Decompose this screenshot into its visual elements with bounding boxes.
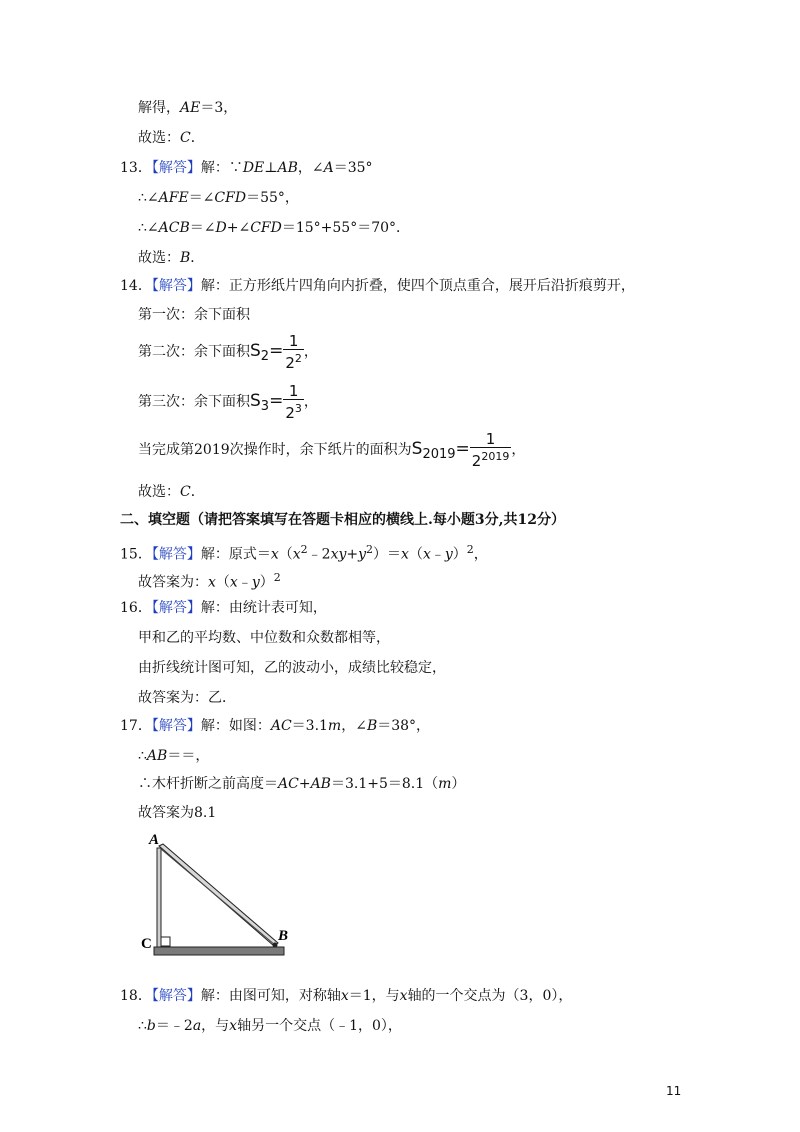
base: 2	[285, 403, 295, 422]
text: ，	[303, 344, 318, 360]
text: ﹣2	[307, 546, 331, 563]
var: x	[401, 546, 409, 563]
text: 解：由统计表可知，	[200, 600, 327, 616]
exponent: 2	[294, 351, 302, 365]
var: y	[444, 546, 453, 563]
hypotenuse-line	[161, 849, 275, 945]
q13-line1	[120, 158, 373, 178]
var: ACB	[158, 220, 190, 236]
var: A	[323, 160, 334, 176]
q17-line1	[120, 716, 430, 736]
fraction	[283, 333, 304, 372]
question-number: 16．	[120, 600, 152, 616]
var: x	[208, 574, 216, 591]
var: x	[292, 546, 301, 563]
q14-line1	[120, 276, 635, 296]
var: C	[180, 484, 191, 500]
equals: =	[269, 341, 284, 361]
text: （	[408, 546, 423, 563]
var: D	[215, 220, 227, 236]
text: 解：如图：	[200, 718, 271, 734]
q18-line1	[120, 986, 572, 1006]
text: ，	[473, 546, 488, 563]
q14-line2	[138, 305, 250, 325]
q17-line2	[138, 746, 209, 766]
text: （	[215, 574, 230, 591]
var: m	[438, 776, 452, 792]
text: 故选：	[138, 250, 180, 266]
text: ．	[190, 130, 205, 146]
question-number: 18．	[120, 988, 152, 1004]
text-line	[138, 128, 205, 148]
q15-line2: 故答案为：x（x﹣y）$^2$	[138, 571, 281, 591]
var: x	[229, 574, 238, 591]
text: ＝∠	[188, 190, 215, 206]
text: 第三次：余下面积	[138, 394, 250, 410]
text: ＝∠	[189, 220, 216, 236]
q13-line3	[138, 218, 410, 238]
base: 2	[471, 451, 482, 470]
q14-line5	[138, 430, 525, 474]
text: ∴	[138, 748, 147, 764]
var: b	[146, 1018, 156, 1034]
text: ∴	[138, 1018, 147, 1034]
text: ⊥	[264, 160, 278, 176]
var: m	[327, 718, 342, 734]
text: 解：∵	[200, 160, 243, 176]
answer-tag: 【解答】	[151, 718, 201, 734]
text: 第二次：余下面积	[138, 344, 250, 360]
numerator: 1	[470, 431, 512, 448]
text: ＝﹣2	[155, 1018, 193, 1034]
triangle-figure	[138, 828, 298, 968]
text: ．	[190, 484, 205, 500]
ground-bar	[154, 947, 284, 955]
q15-line1: 15．【解答】解：原式$=x(x^2﹣2xy+y^2)=x(x﹣y)^2$，	[120, 543, 488, 563]
text: ＝3.1+5＝8.1（	[330, 776, 439, 792]
var: xy	[330, 546, 347, 563]
point-b	[273, 943, 278, 948]
math-s: S	[250, 341, 261, 361]
text: ＝35°	[333, 160, 373, 176]
answer-tag: 【解答】	[151, 546, 201, 563]
answer-tag: 【解答】	[151, 600, 201, 616]
text: +∠	[226, 220, 251, 236]
text: ∴∠	[138, 190, 159, 206]
label-a: A	[149, 832, 160, 848]
q16-line3: 由折线统计图可知，乙的波动小，成绩比较稳定，	[138, 660, 446, 676]
q13-line4	[138, 248, 204, 268]
var: B	[366, 718, 378, 734]
fraction	[283, 383, 304, 422]
question-number: 15．	[120, 546, 152, 563]
text: 解：正方形纸片四角向内折叠，使四个顶点重合，展开后沿折痕剪开，	[200, 278, 635, 294]
section-title: 二、填空题（请把答案填写在答题卡相应的横线上.每小题3分,共12分）	[120, 512, 565, 528]
text-line	[138, 98, 237, 118]
base: 2	[285, 353, 295, 372]
text: ＝3，	[200, 100, 238, 116]
var: AB	[277, 160, 298, 176]
text: ∴木杆折断之前高度＝	[138, 776, 278, 792]
q16-line4: 故答案为：乙．	[138, 690, 236, 706]
denominator	[283, 400, 304, 422]
var: C	[180, 130, 191, 146]
subscript: 2	[260, 348, 270, 364]
var: AE	[180, 100, 201, 116]
var: AB	[146, 748, 168, 764]
text: ＝1，与	[348, 988, 400, 1004]
equals: =	[269, 391, 284, 411]
text: ＝55°，	[246, 190, 299, 206]
text: 解：原式＝	[200, 546, 271, 563]
text: +	[346, 546, 359, 563]
var: x	[340, 988, 349, 1004]
math-s: S	[250, 391, 261, 411]
q18-line2	[138, 1016, 402, 1036]
var: x	[422, 546, 431, 563]
text: ＝＝，	[167, 748, 210, 764]
text: 轴另一个交点（﹣1，0），	[237, 1018, 402, 1034]
text: 轴的一个交点为（3，0），	[407, 988, 573, 1004]
text: 故答案为：	[138, 574, 208, 591]
q14-line4	[138, 382, 318, 426]
text: ∴∠	[138, 220, 159, 236]
text: 解得，	[138, 100, 180, 116]
var: x	[399, 988, 408, 1004]
pole	[157, 848, 161, 947]
q16-line2: 甲和乙的平均数、中位数和众数都相等，	[138, 630, 390, 646]
equals: =	[455, 439, 470, 459]
q17-line3	[138, 774, 465, 794]
denominator	[283, 350, 304, 372]
text: ﹣	[237, 574, 252, 591]
text: ＝15°+55°＝70°．	[281, 220, 411, 236]
text: +	[298, 776, 311, 792]
text: ，	[511, 442, 526, 458]
text: 故选：	[138, 130, 180, 146]
answer-tag: 【解答】	[151, 278, 201, 294]
text: ＝38°，	[377, 718, 431, 734]
q17-line4: 故答案为8.1	[138, 805, 217, 821]
text: 故选：	[138, 484, 180, 500]
text: ）	[452, 546, 467, 563]
text: ．	[190, 250, 205, 266]
text: ）	[259, 574, 274, 591]
numerator: 1	[283, 333, 304, 350]
math-s: S	[411, 439, 423, 459]
text: ，∠	[341, 718, 367, 734]
var: AB	[310, 776, 331, 792]
var: y	[358, 546, 367, 563]
denominator	[470, 448, 512, 470]
q14-line6	[138, 482, 205, 502]
var: AFE	[158, 190, 189, 206]
page-number: 11	[666, 1084, 682, 1098]
var: CFD	[214, 190, 247, 206]
question-number: 17．	[120, 718, 152, 734]
q14-line3	[138, 332, 318, 376]
text: ，	[303, 394, 318, 410]
var: a	[192, 1018, 202, 1034]
answer-tag: 【解答】	[151, 160, 201, 176]
numerator: 1	[283, 383, 304, 400]
subscript: 3	[260, 398, 270, 414]
text: ）	[451, 776, 466, 792]
var: x	[229, 1018, 238, 1034]
answer-tag: 【解答】	[151, 988, 201, 1004]
exponent: 3	[294, 401, 302, 415]
question-number: 13．	[120, 160, 152, 176]
q16-line1	[120, 598, 327, 618]
text: ，与	[201, 1018, 230, 1034]
q13-line2	[138, 188, 299, 208]
text: （	[278, 546, 293, 563]
text: ＝3.1	[291, 718, 328, 734]
fraction	[470, 431, 512, 470]
text: 第一次：余下面积	[138, 307, 250, 323]
exponent: 2019	[481, 449, 510, 463]
var: DE	[242, 160, 265, 176]
var: AC	[278, 776, 299, 792]
right-angle-mark	[161, 937, 170, 946]
text: ﹣	[430, 546, 445, 563]
text: ）＝	[373, 546, 402, 563]
subscript: 2019	[422, 446, 456, 462]
var: y	[251, 574, 260, 591]
label-b: B	[278, 928, 289, 944]
text: 解：由图可知，对称轴	[200, 988, 341, 1004]
var: B	[180, 250, 191, 266]
var: AC	[270, 718, 292, 734]
broken-top	[159, 844, 278, 946]
text: 当完成第2019次操作时，余下纸片的面积为	[138, 442, 412, 458]
var: x	[270, 546, 279, 563]
question-number: 14．	[120, 278, 152, 294]
label-c: C	[141, 936, 152, 952]
text: ，∠	[297, 160, 324, 176]
var: CFD	[250, 220, 282, 236]
